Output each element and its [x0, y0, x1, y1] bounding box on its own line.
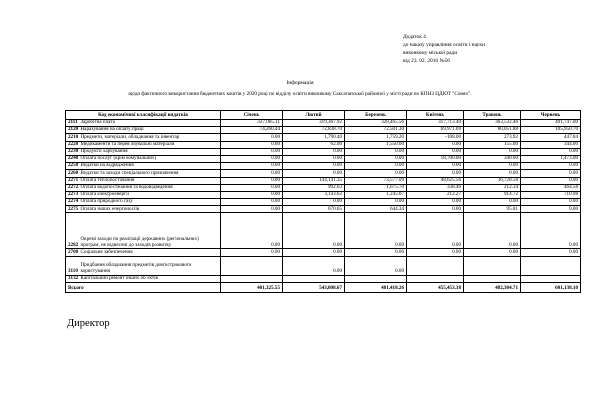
value-cell: [283, 275, 345, 282]
value-cell: 338.46: [407, 184, 464, 191]
row-code: 2111: [66, 120, 79, 127]
table-row: [66, 191, 581, 198]
row-code: 2700: [66, 249, 79, 256]
value-cell: 0.00: [221, 148, 283, 155]
value-cell: 105,950.70: [521, 127, 581, 134]
value-cell: 0.00: [464, 249, 521, 256]
director-label: Директор: [67, 318, 110, 329]
value-cell: 328,465.56: [345, 120, 407, 127]
column-header-code: Код економічної класифікації видатків: [66, 111, 221, 120]
value-cell: 0.00: [221, 184, 283, 191]
value-cell: 0.00: [283, 256, 345, 275]
appendix-line: від 23. 02. 2016 №56: [403, 58, 450, 64]
row-name: Капітальний ремонт інших об`єктів: [79, 275, 221, 282]
value-cell: 0.00: [407, 249, 464, 256]
row-name: Оплата теплопостачання: [79, 177, 221, 184]
value-cell: 3,143.62: [283, 191, 345, 198]
value-cell: [345, 275, 407, 282]
value-cell: 72,838.70: [283, 127, 345, 134]
value-cell: 36,728.58: [464, 177, 521, 184]
total-cell: 482,304.71: [464, 282, 521, 292]
total-cell: 481,418.26: [345, 282, 407, 292]
value-cell: 273.92: [464, 134, 521, 141]
total-label: Всього: [66, 282, 221, 292]
value-cell: 0.00: [283, 213, 345, 249]
row-name: Продукти харчування: [79, 148, 221, 155]
value-cell: 0.00: [283, 170, 345, 177]
value-cell: 0.00: [521, 249, 581, 256]
appendix-line: Додаток 4: [403, 34, 426, 40]
value-cell: 95.81: [464, 206, 521, 213]
appendix-note: [403, 33, 485, 65]
value-cell: 464.58: [521, 184, 581, 191]
table-row: [66, 170, 581, 177]
value-cell: 1,759.20: [345, 134, 407, 141]
table-row: [66, 163, 581, 170]
row-code: 2273: [66, 191, 79, 198]
row-name: Нарахування на оплату праці: [79, 127, 221, 134]
row-name: Медикаменти та перев`язувальні матеріали: [79, 141, 221, 148]
value-cell: 0.00: [221, 170, 283, 177]
column-header-month: Лютий: [283, 111, 345, 120]
value-cell: 212.34: [464, 184, 521, 191]
value-cell: 0.00: [221, 155, 283, 162]
value-cell: 48,625.56: [407, 177, 464, 184]
appendix-line: виконкому міської ради: [403, 50, 458, 56]
value-cell: 0.00: [345, 213, 407, 249]
value-cell: 0.00: [407, 213, 464, 249]
value-cell: 710.98: [521, 191, 581, 198]
value-cell: 0.00: [283, 148, 345, 155]
value-cell: 0.00: [221, 134, 283, 141]
total-cell: 455,453.38: [407, 282, 464, 292]
value-cell: [464, 275, 521, 282]
document-title: Інформація: [286, 80, 314, 86]
value-cell: 0.00: [521, 170, 581, 177]
table-row: [66, 127, 581, 134]
column-header-month: Квітень: [407, 111, 464, 120]
value-cell: 319,367.92: [283, 120, 345, 127]
value-cell: 0.00: [407, 148, 464, 155]
value-cell: 0.00: [464, 148, 521, 155]
value-cell: 363,532.46: [464, 120, 521, 127]
value-cell: 317,713.40: [407, 120, 464, 127]
value-cell: 155.00: [464, 141, 521, 148]
value-cell: 73,577.09: [345, 177, 407, 184]
value-cell: 0.00: [221, 141, 283, 148]
row-name: Оплата електроенергії: [79, 191, 221, 198]
row-name: Видатки та заходи спеціального призначення: [79, 170, 221, 177]
row-name: Оплата природного газу: [79, 199, 221, 206]
value-cell: 914.72: [464, 191, 521, 198]
value-cell: 1,675.70: [345, 184, 407, 191]
row-code: 2271: [66, 177, 79, 184]
value-cell: 0.00: [464, 163, 521, 170]
table-row: [66, 155, 581, 162]
value-cell: 0.00: [464, 199, 521, 206]
value-cell: 0.00: [345, 170, 407, 177]
value-cell: 447.84: [521, 134, 581, 141]
value-cell: 1,473.00: [521, 155, 581, 162]
value-cell: 0.00: [221, 249, 283, 256]
row-code: 3110: [66, 256, 79, 275]
value-cell: 344.00: [521, 141, 581, 148]
row-code: 2274: [66, 199, 79, 206]
value-cell: 0.00: [464, 213, 521, 249]
value-cell: 0.00: [407, 163, 464, 170]
row-name: Оплата інших енергоносіїв: [79, 206, 221, 213]
total-row: [66, 282, 581, 292]
row-code: 2272: [66, 184, 79, 191]
budget-table: [65, 110, 581, 293]
value-cell: 992.03: [283, 184, 345, 191]
row-code: 2260: [66, 170, 79, 177]
value-cell: 0.00: [221, 206, 283, 213]
value-cell: 74,260.44: [221, 127, 283, 134]
value-cell: 0.00: [521, 206, 581, 213]
table-row: [66, 206, 581, 213]
value-cell: 0.00: [283, 199, 345, 206]
total-cell: 401,325.55: [221, 282, 283, 292]
value-cell: 69,971.69: [407, 127, 464, 134]
value-cell: [521, 275, 581, 282]
column-header-month: Січень: [221, 111, 283, 120]
total-cell: 543,008.67: [283, 282, 345, 292]
row-name: Придбання обладнання предметів довгострокового користування: [79, 256, 221, 275]
value-cell: 72,501.30: [345, 127, 407, 134]
value-cell: [221, 275, 283, 282]
value-cell: 0.00: [407, 170, 464, 177]
table-header-row: [66, 111, 581, 120]
value-cell: 0.00: [221, 213, 283, 249]
value-cell: 80,051.88: [464, 127, 521, 134]
row-name: Оплата водопостачання та водовідведення: [79, 184, 221, 191]
value-cell: -108.00: [407, 134, 464, 141]
column-header-month: Березень: [345, 111, 407, 120]
value-cell: 0.00: [521, 213, 581, 249]
value-cell: 0.00: [407, 141, 464, 148]
value-cell: [221, 256, 283, 275]
total-cell: 601,138.10: [521, 282, 581, 292]
row-code: 2240: [66, 155, 79, 162]
value-cell: 0.00: [345, 199, 407, 206]
value-cell: 0.00: [407, 199, 464, 206]
value-cell: 0.00: [521, 163, 581, 170]
row-code: 2282: [66, 213, 79, 249]
row-name: Предмети, матеріали, обладнання та інвентар: [79, 134, 221, 141]
value-cell: 0.00: [521, 177, 581, 184]
row-code: 2120: [66, 127, 79, 134]
row-name: Видатки на відрядження: [79, 163, 221, 170]
value-cell: 0.00: [521, 148, 581, 155]
value-cell: 62.00: [283, 141, 345, 148]
value-cell: 0.00: [221, 163, 283, 170]
column-header-month: Травень: [464, 111, 521, 120]
value-cell: 0.00: [283, 155, 345, 162]
value-cell: 0.00: [283, 249, 345, 256]
table-row: [66, 256, 581, 275]
row-name: Оплата послуг (крім комунальних): [79, 155, 221, 162]
row-code: 3132: [66, 275, 79, 282]
table-row: [66, 275, 581, 282]
value-cell: 0.00: [221, 199, 283, 206]
row-code: 2220: [66, 141, 79, 148]
value-cell: 0.00: [345, 249, 407, 256]
value-cell: 0.00: [221, 191, 283, 198]
table-row: [66, 141, 581, 148]
value-cell: 0.00: [221, 177, 283, 184]
value-cell: 0.00: [345, 148, 407, 155]
value-cell: 644.34: [345, 206, 407, 213]
value-cell: 0.00: [345, 163, 407, 170]
table-row: [66, 134, 581, 141]
row-name: Заробітна плата: [79, 120, 221, 127]
value-cell: 18,700.00: [407, 155, 464, 162]
row-code: 2210: [66, 134, 79, 141]
row-name: Окремі заходи по реалізації державних (регіональних) програм, не віднесені до заходів розвитку: [79, 213, 221, 249]
row-code: 2250: [66, 163, 79, 170]
value-cell: 0.00: [345, 155, 407, 162]
value-cell: [407, 275, 464, 282]
document-subtitle: щодо фактичного використання бюджетних коштів у 2020 році по відділу освіти виконкому Саксаганської районної у місті ради по КПНЗ ЦДЮТ "Сонях".: [128, 91, 472, 97]
value-cell: 1,245.07: [345, 191, 407, 198]
table-row: [66, 199, 581, 206]
value-cell: 0.00: [521, 199, 581, 206]
value-cell: [521, 256, 581, 275]
appendix-line: до наказу управління освіти і науки: [403, 42, 485, 48]
value-cell: [464, 256, 521, 275]
value-cell: [407, 256, 464, 275]
value-cell: 0.00: [464, 170, 521, 177]
value-cell: 212.27: [407, 191, 464, 198]
value-cell: 1,790.40: [283, 134, 345, 141]
row-name: Соціальне забезпечення: [79, 249, 221, 256]
value-cell: 327,065.11: [221, 120, 283, 127]
value-cell: 491,747.00: [521, 120, 581, 127]
row-code: 2275: [66, 206, 79, 213]
value-cell: 1,550.00: [345, 141, 407, 148]
value-cell: 0.00: [345, 256, 407, 275]
value-cell: 0.00: [283, 163, 345, 170]
value-cell: 0.00: [407, 206, 464, 213]
row-code: 2230: [66, 148, 79, 155]
table-row: [66, 249, 581, 256]
value-cell: 340.00: [464, 155, 521, 162]
table-row: [66, 213, 581, 249]
column-header-month: Червень: [521, 111, 581, 120]
value-cell: 670.65: [283, 206, 345, 213]
value-cell: 144,141.35: [283, 177, 345, 184]
